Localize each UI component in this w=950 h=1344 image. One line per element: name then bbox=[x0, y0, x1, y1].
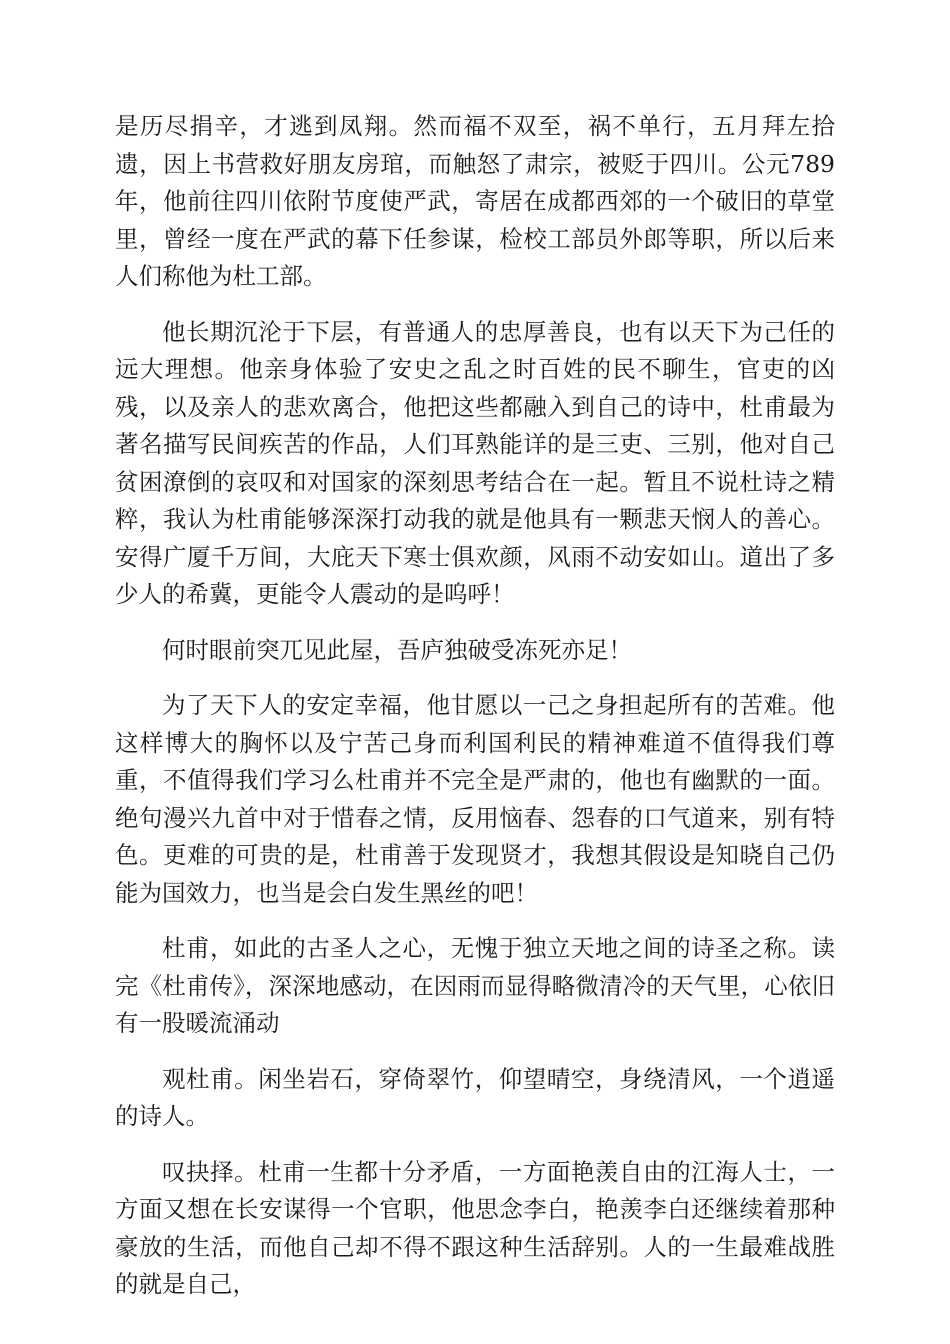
paragraph-choice: 叹抉择。杜甫一生都十分矛盾，一方面艳羡自由的江海人士，一方面又想在长安谋得一个官职，他思念李白，艳羡李白还继续着那种豪放的生活，而他自己却不得不跟这种生活辞别。人的一生最难战胜的就是自己， bbox=[115, 1157, 835, 1298]
paragraph-ideals: 他长期沉沦于下层，有普通人的忠厚善良，也有以天下为己任的远大理想。他亲身体验了安史之乱之时百姓的民不聊生，官吏的凶残，以及亲人的悲欢离合，他把这些都融入到自己的诗中，杜甫最为著名描写民间疾苦的作品，人们耳熟能详的是三吏、三别，他对自己贫困潦倒的哀叹和对国家的深刻思考结合在一起。暂且不说杜诗之精粹，我认为杜甫能够深深打动我的就是他具有一颗悲天悯人的善心。安得广厦千万间，大庇天下寒士俱欢颜，风雨不动安如山。道出了多少人的希冀，更能令人震动的是呜呼！ bbox=[115, 317, 835, 608]
document-body bbox=[115, 108, 835, 1322]
paragraph-humor: 为了天下人的安定幸福，他甘愿以一己之身担起所有的苦难。他这样博大的胸怀以及宁苦己身而利国利民的精神难道不值得我们尊重，不值得我们学习么杜甫并不完全是严肃的，他也有幽默的一面。绝句漫兴九首中对于惜春之情，反用恼春、怨春的口气道来，别有特色。更难的可贵的是，杜甫善于发现贤才，我想其假设是知晓自己仍能为国效力，也当是会白发生黑丝的吧！ bbox=[115, 691, 835, 907]
paragraph-poem-line: 何时眼前突兀见此屋，吾庐独破受冻死亦足！ bbox=[162, 635, 632, 664]
paragraph-reflection: 杜甫，如此的古圣人之心，无愧于独立天地之间的诗圣之称。读完《杜甫传》，深深地感动，在因雨而显得略微清冷的天气里，心依旧有一股暖流涌动 bbox=[115, 934, 835, 1037]
paragraph-continuation: 是历尽捐辛，才逃到凤翔。然而福不双至，祸不单行，五月拜左拾遗，因上书营救好朋友房琯，而触怒了肃宗，被贬于四川。公元789年，他前往四川依附节度使严武，寄居在成都西郊的一个破旧的草堂里，曾经一度在严武的幕下任参谋，检校工部员外郎等职，所以后来人们称他为杜工部。 bbox=[115, 112, 835, 290]
paragraph-observe: 观杜甫。闲坐岩石，穿倚翠竹，仰望晴空，身绕清风，一个逍遥的诗人。 bbox=[115, 1064, 835, 1130]
